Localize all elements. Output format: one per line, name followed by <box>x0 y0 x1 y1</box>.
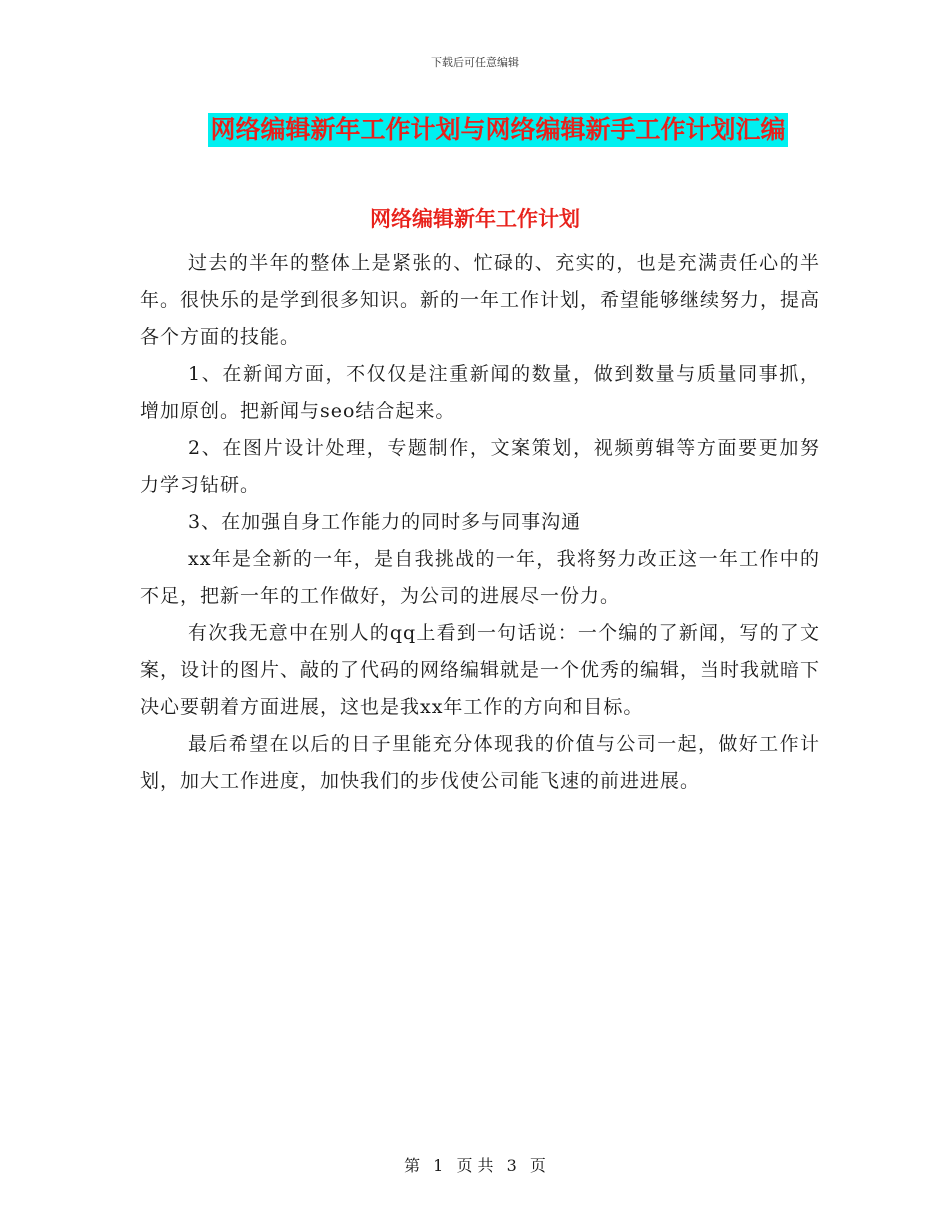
total-pages-number: 3 <box>506 1156 517 1175</box>
footer-prefix: 第 <box>404 1156 421 1175</box>
paragraph: 过去的半年的整体上是紧张的、忙碌的、充实的，也是充满责任心的半年。很快乐的是学到很多知识。新的一年工作计划，希望能够继续努力，提高各个方面的技能。 <box>140 252 821 348</box>
current-page-number: 1 <box>433 1156 444 1175</box>
paragraph: xx年是全新的一年，是自我挑战的一年，我将努力改正这一年工作中的不足，把新一年的工作做好，为公司的进展尽一份力。 <box>140 548 820 607</box>
page-footer <box>0 1153 950 1176</box>
document-body <box>140 245 820 800</box>
document-title: 网络编辑新年工作计划与网络编辑新手工作计划汇编 <box>208 113 787 147</box>
section-title: 网络编辑新年工作计划 <box>370 206 580 231</box>
document-title-container <box>0 113 950 147</box>
paragraph: 有次我无意中在别人的qq上看到一句话说：一个编的了新闻，写的了文案，设计的图片、敲的了代码的网络编辑就是一个优秀的编辑，当时我就暗下决心要朝着方面进展，这也是我xx年工作的方向和目标。 <box>140 622 821 718</box>
header-note: 下载后可任意编辑 <box>431 56 519 69</box>
paragraph: 最后希望在以后的日子里能充分体现我的价值与公司一起，做好工作计划，加大工作进度，加快我们的步伐使公司能飞速的前进进展。 <box>140 733 820 792</box>
paragraph: 3、在加强自身工作能力的同时多与同事沟通 <box>188 511 582 533</box>
paragraph: 1、在新闻方面，不仅仅是注重新闻的数量，做到数量与质量同事抓，增加原创。把新闻与seo结合起来。 <box>140 363 820 422</box>
paragraph: 2、在图片设计处理，专题制作，文案策划，视频剪辑等方面要更加努力学习钻研。 <box>140 437 820 496</box>
footer-suffix: 页 <box>529 1156 546 1175</box>
footer-mid: 页 共 <box>456 1156 494 1175</box>
